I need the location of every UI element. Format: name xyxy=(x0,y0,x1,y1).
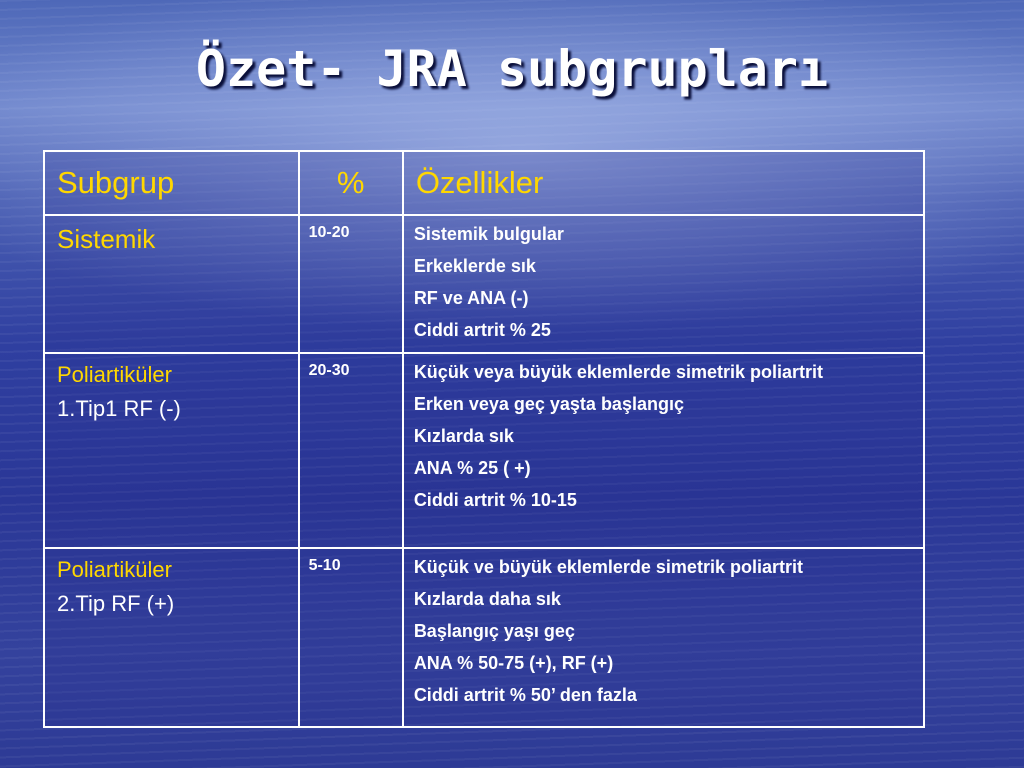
subgroup-cell xyxy=(44,548,299,727)
header-percent: % xyxy=(299,151,403,215)
feature-item: ANA % 50-75 (+), RF (+) xyxy=(413,653,614,674)
subgroup-name: Sistemik xyxy=(57,224,156,255)
subgroup-name: Poliartiküler xyxy=(57,362,172,388)
subgroup-cell xyxy=(44,353,299,548)
slide-title: Özet- JRA subgrupları xyxy=(195,40,829,98)
feature-item: RF ve ANA (-) xyxy=(413,288,529,309)
feature-item: Kızlarda sık xyxy=(413,426,514,447)
features-list xyxy=(404,354,923,511)
header-subgroup: Subgrup xyxy=(44,151,299,215)
feature-item: Erken veya geç yaşta başlangıç xyxy=(413,394,684,415)
table-row xyxy=(44,215,924,353)
percent-value: 20-30 xyxy=(308,362,350,380)
table-row xyxy=(44,548,924,727)
features-list xyxy=(404,549,923,706)
features-cell xyxy=(403,548,924,727)
subgroup-table xyxy=(43,150,925,728)
features-cell xyxy=(403,353,924,548)
features-cell xyxy=(403,215,924,353)
feature-item: Ciddi artrit % 25 xyxy=(413,320,551,341)
feature-item: Kızlarda daha sık xyxy=(413,589,561,610)
percent-cell xyxy=(299,215,403,353)
features-list xyxy=(404,216,923,341)
subgroup-cell xyxy=(44,215,299,353)
subgroup-type: 2.Tip RF (+) xyxy=(57,591,175,617)
feature-item: ANA % 25 ( +) xyxy=(413,458,531,479)
percent-cell xyxy=(299,548,403,727)
subgroup-name: Poliartiküler xyxy=(57,557,172,583)
feature-item: Sistemik bulgular xyxy=(413,224,564,245)
table-header-row xyxy=(44,151,924,215)
feature-item: Başlangıç yaşı geç xyxy=(413,621,575,642)
table-row xyxy=(44,353,924,548)
subgroup-type: 1.Tip1 RF (-) xyxy=(57,396,181,422)
feature-item: Erkeklerde sık xyxy=(413,256,536,277)
feature-item: Ciddi artrit % 10-15 xyxy=(413,490,577,511)
header-features: Özellikler xyxy=(403,151,924,215)
feature-item: Ciddi artrit % 50’ den fazla xyxy=(413,685,637,706)
percent-value: 5-10 xyxy=(308,557,341,575)
percent-cell xyxy=(299,353,403,548)
percent-value: 10-20 xyxy=(308,224,350,242)
feature-item: Küçük veya büyük eklemlerde simetrik poliartrit xyxy=(413,362,823,383)
feature-item: Küçük ve büyük eklemlerde simetrik poliartrit xyxy=(413,557,803,578)
